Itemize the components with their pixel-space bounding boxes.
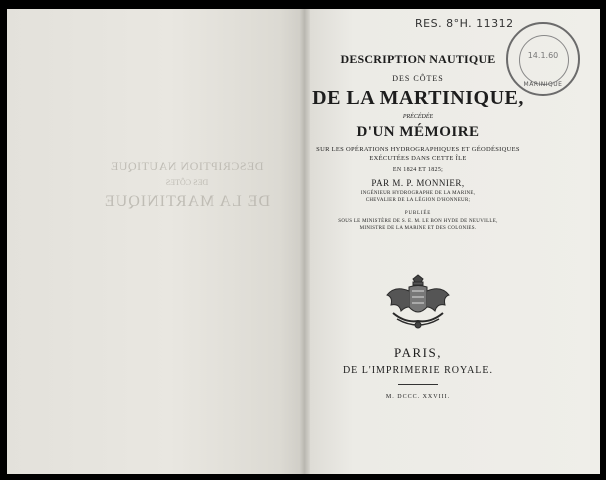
imprint-printer: DE L'IMPRIMERIE ROYALE. <box>342 365 494 376</box>
ministry-text <box>303 218 533 232</box>
royal-arms-emblem <box>383 273 453 333</box>
imprint-city: PARIS, <box>394 345 442 360</box>
stamp-text: MARINIQUE <box>523 81 563 88</box>
ministry-line-2: MINISTRE DE LA MARINE ET DES COLONIES. <box>359 226 477 231</box>
title-line-5: D'UN MÉMOIRE <box>356 124 480 140</box>
title-block <box>303 52 533 232</box>
author-name: PAR M. P. MONNIER, <box>371 178 465 188</box>
imprint-year: M. DCCC. XXVIII. <box>385 394 451 400</box>
ministry-line-1: SOUS LE MINISTÈRE DE S. E. M. LE BON HYDE DE NEUVILLE, <box>338 219 498 224</box>
imprint-block <box>303 345 533 400</box>
title-line-1: DESCRIPTION NAUTIQUE <box>340 52 496 66</box>
author-role-line-1: INGÉNIEUR HYDROGRAPHE DE LA MARINE, <box>360 191 476 196</box>
title-line-2: DES CÔTES <box>392 74 444 83</box>
stamp-date: 14.1.60 <box>527 51 559 60</box>
subtitle-text <box>303 145 533 163</box>
title-years: EN 1824 ET 1825; <box>392 167 444 173</box>
title-line-4: PRÉCÉDÉE <box>402 114 434 120</box>
author-role-line-2: CHEVALIER DE LA LÉGION D'HONNEUR; <box>365 198 471 203</box>
left-page <box>7 9 303 474</box>
title-line-3: DE LA MARTINIQUE, <box>312 87 524 109</box>
bleed-line-2: DES CÔTES <box>165 178 209 187</box>
bleed-line-3: DE LA MARTINIQUE <box>103 193 271 210</box>
bleed-through-text <box>77 159 297 211</box>
published-label: PUBLIÉE <box>404 211 432 216</box>
imprint-divider <box>398 384 438 385</box>
subtitle-line-1: SUR LES OPÉRATIONS HYDROGRAPHIQUES ET GÉODÉSIQUES <box>316 146 520 153</box>
subtitle-line-2: EXÉCUTÉES DANS CETTE ÎLE <box>369 155 467 162</box>
call-number: RES. 8°H. 11312 <box>415 17 514 30</box>
bleed-line-1: DESCRIPTION NAUTIQUE <box>110 159 264 173</box>
author-role <box>303 190 533 204</box>
